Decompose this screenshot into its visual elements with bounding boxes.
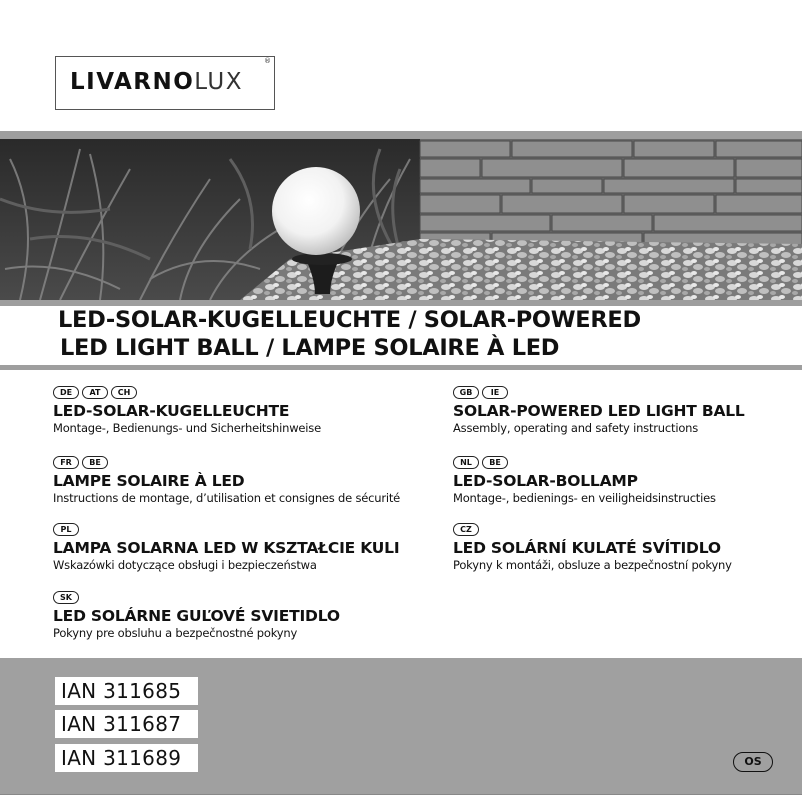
country-badges (53, 456, 453, 470)
ian-number: IAN 311685 (55, 677, 198, 705)
language-subtitle: Montage-, Bedienungs- und Sicherheitshinweise (53, 421, 321, 435)
language-block-nl (453, 456, 802, 505)
country-badge: BE (82, 456, 108, 469)
country-badge: GB (453, 386, 479, 399)
language-title: LAMPA SOLARNA LED W KSZTAŁCIE KULI (53, 539, 400, 557)
product-title-line1: LED-SOLAR-KUGELLEUCHTE / SOLAR-POWERED (58, 307, 641, 333)
language-block-fr (53, 456, 453, 505)
ian-number: IAN 311689 (55, 744, 198, 772)
country-badges (453, 386, 802, 400)
language-subtitle: Assembly, operating and safety instructions (453, 421, 699, 435)
brand-name-bold: LIVARNO (70, 69, 195, 95)
os-badge: OS (733, 752, 773, 772)
country-badge: AT (82, 386, 108, 399)
country-badges (453, 456, 802, 470)
country-badges (53, 591, 453, 605)
product-photo (0, 139, 802, 300)
language-subtitle: Pokyny pre obsluhu a bezpečnostné pokyny (53, 626, 298, 640)
country-badge: CH (111, 386, 137, 399)
country-badges (53, 523, 453, 537)
country-badge: DE (53, 386, 79, 399)
language-subtitle: Montage-, bedienings- en veiligheidsinstructies (453, 491, 716, 505)
language-block-de (53, 386, 453, 435)
language-block-gb (453, 386, 802, 435)
garden-scene-image (0, 139, 802, 300)
country-badge: CZ (453, 523, 479, 536)
registered-mark: ® (264, 57, 271, 65)
language-title: LED-SOLAR-KUGELLEUCHTE (53, 402, 290, 420)
language-title: LED-SOLAR-BOLLAMP (453, 472, 638, 490)
country-badge: BE (482, 456, 508, 469)
brand-logo (55, 56, 275, 110)
language-title: LED SOLÁRNE GUĽOVÉ SVIETIDLO (53, 607, 340, 625)
section-divider (0, 365, 802, 370)
language-subtitle: Instructions de montage, d’utilisation et consignes de sécurité (53, 491, 401, 505)
country-badge: FR (53, 456, 79, 469)
product-title (58, 306, 758, 362)
brand-wordmark (70, 69, 243, 95)
language-title: LAMPE SOLAIRE À LED (53, 472, 245, 490)
top-gray-band (0, 131, 802, 139)
country-badge: NL (453, 456, 479, 469)
footer-bottom-line (0, 794, 802, 802)
product-title-line2: LED LIGHT BALL / LAMPE SOLAIRE À LED (60, 335, 560, 361)
language-subtitle: Wskazówki dotyczące obsługi i bezpieczeństwa (53, 558, 317, 572)
language-title: LED SOLÁRNÍ KULATÉ SVÍTIDLO (453, 539, 721, 557)
ian-number: IAN 311687 (55, 710, 198, 738)
language-subtitle: Pokyny k montáži, obsluze a bezpečnostní pokyny (453, 558, 732, 572)
language-block-pl (53, 523, 453, 572)
country-badge: PL (53, 523, 79, 536)
country-badge: IE (482, 386, 508, 399)
brand-name-light: LUX (194, 69, 244, 95)
country-badges (453, 523, 802, 537)
language-block-cz (453, 523, 802, 572)
language-title: SOLAR-POWERED LED LIGHT BALL (453, 402, 745, 420)
country-badge: SK (53, 591, 79, 604)
language-block-sk (53, 591, 453, 640)
country-badges (53, 386, 453, 400)
